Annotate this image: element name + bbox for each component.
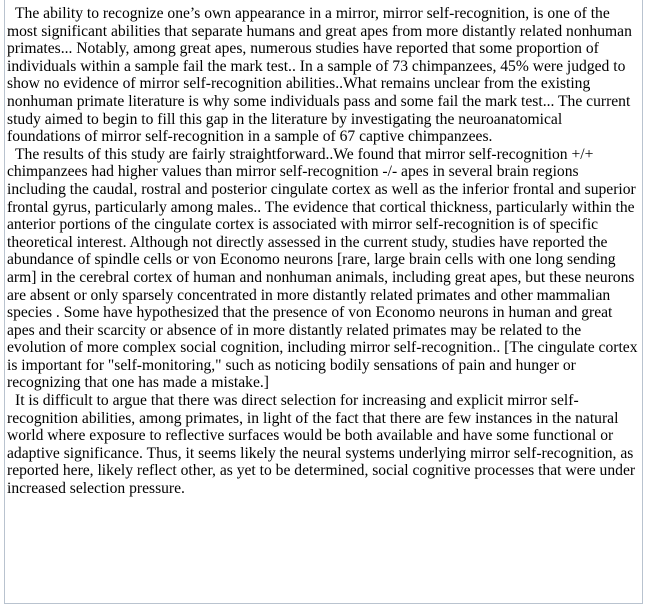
- paragraph-discussion: It is difficult to argue that there was direct selection for increasing and explicit mirror self-recognition abilities, among primates, in light of the fact that there are few instances in the natural world where exposure to reflective surfaces would be both available and have some functional or adaptive significance. Thus, it seems likely the neural systems underlying mirror self-recognition, as reported here, likely reflect other, as yet to be determined, social cognitive processes that were under increased selection pressure.: [7, 392, 636, 498]
- document-text-area: [4, 0, 643, 604]
- paragraph-results: The results of this study are fairly straightforward..We found that mirror self-recognition +/+ chimpanzees had higher values than mirror self-recognition -/- apes in several brain regions including the caudal, rostral and posterior cingulate cortex as well as the inferior frontal and superior frontal gyrus, particularly among males.. The evidence that cortical thickness, particularly within the anterior portions of the cingulate cortex is associated with mirror self-recognition is of specific theoretical interest. Although not directly assessed in the current study, studies have reported the abundance of spindle cells or von Economo neurons [rare, large brain cells with one long sending arm] in the cerebral cortex of human and nonhuman animals, including great apes, but these neurons are absent or only sparsely concentrated in more distantly related primates and other mammalian species . Some have hypothesized that the presence of von Economo neurons in human and great apes and their scarcity or absence of in more distantly related primates may be related to the evolution of more complex social cognition, including mirror self-recognition.. [The cingulate cortex is important for "self-monitoring," such as noticing bodily sensations of pain and hunger or recognizing that one has made a mistake.]: [7, 145, 638, 392]
- paragraph-intro: The ability to recognize one’s own appearance in a mirror, mirror self-recognition, is one of the most significant abilities that separate humans and great apes from more distantly related nonhuman primates... Notably, among great apes, numerous studies have reported that some proportion of individuals within a sample fail the mark test.. In a sample of 73 chimpanzees, 45% were judged to show no evidence of mirror self-recognition abilities..What remains unclear from the existing nonhuman primate literature is why some individuals pass and some fail the mark test... The current study aimed to begin to fill this gap in the literature by investigating the neuroanatomical foundations of mirror self-recognition in a sample of 67 captive chimpanzees.: [7, 5, 632, 146]
